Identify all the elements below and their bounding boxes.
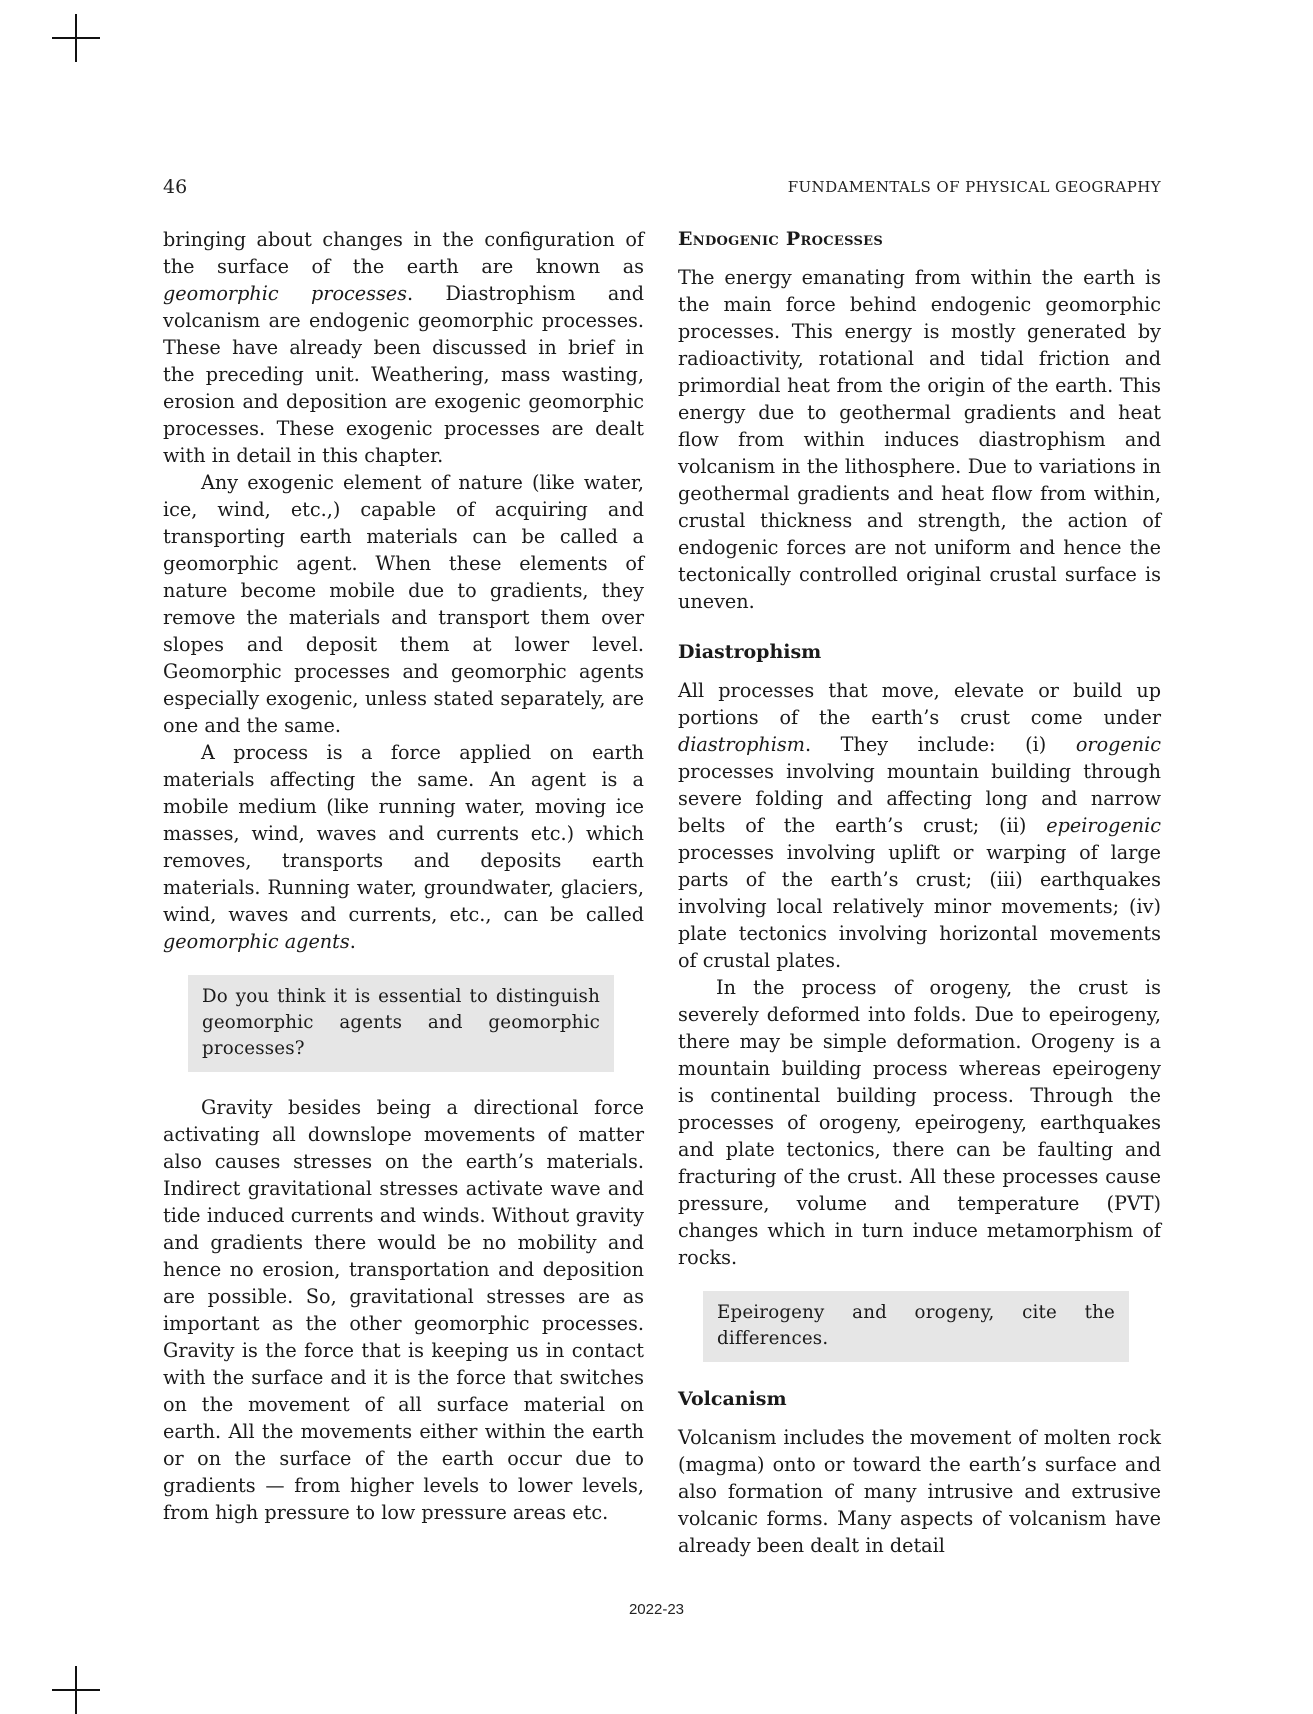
subsection-heading: Volcanism	[678, 1388, 787, 1410]
paragraph: Volcanism includes the movement of molten rock (magma) onto or toward the earth’s surface and also formation of many intrusive and extrusive volcanic forms. Many aspects of volcanism have already been dealt in detail	[678, 1426, 1161, 1557]
crop-mark-top-left	[52, 14, 100, 62]
crop-mark-bottom-left	[52, 1666, 100, 1714]
text-run: processes involving mountain building through severe folding and affecting long and narrow belts of the earth’s crust; (ii)	[678, 760, 1161, 837]
paragraph: In the process of orogeny, the crust is severely deformed into folds. Due to epeirogeny, there may be simple deformation. Orogeny is a mountain building process whereas epeirogeny is continental building process. Through the processes of orogeny, epeirogeny, earthquakes and plate tectonics, there can be faulting and fracturing of the crust. All these processes cause pressure, volume and temperature (PVT) changes which in turn induce metamorphism of rocks.	[678, 976, 1161, 1269]
running-head	[163, 176, 1161, 200]
text-run: bringing about changes in the configuration of the surface of the earth are known as	[163, 228, 644, 278]
italic-term: orogenic	[1075, 733, 1161, 756]
page-number: 46	[163, 176, 188, 198]
text-run: A process is a force applied on earth materials affecting the same. An agent is a mobile medium (like running water, moving ice masses, wind, waves and currents etc.) which removes, transports and deposits earth materials. Running water, groundwater, glaciers, wind, waves and currents, etc., can be called	[163, 741, 644, 926]
question-box: Epeirogeny and orogeny, cite the differences.	[703, 1291, 1129, 1362]
text-run: .	[349, 930, 356, 953]
paragraph: Any exogenic element of nature (like water, ice, wind, etc.,) capable of acquiring and transporting earth materials can be called a geomorphic agent. When these elements of nature become mobile due to gradients, they remove the materials and transport them over slopes and deposit them at lower level. Geomorphic processes and geomorphic agents especially exogenic, unless stated separately, are one and the same.	[163, 471, 644, 737]
text-run: All processes that move, elevate or build up portions of the earth’s crust come under	[678, 679, 1161, 729]
section-heading: Endogenic Processes	[678, 228, 884, 250]
subsection-heading: Diastrophism	[678, 641, 822, 663]
paragraph: Gravity besides being a directional force activating all downslope movements of matter also causes stresses on the earth’s materials. Indirect gravitational stresses activate wave and tide induced currents and winds. Without gravity and gradients there would be no mobility and hence no erosion, transportation and deposition are possible. So, gravitational stresses are as important as the other geomorphic processes. Gravity is the force that is keeping us in contact with the surface and it is the force that switches on the movement of all surface material on earth. All the movements either within the earth or on the surface of the earth occur due to gradients — from higher levels to lower levels, from high pressure to low pressure areas etc.	[163, 1096, 644, 1524]
paragraph: The energy emanating from within the earth is the main force behind endogenic geomorphic processes. This energy is mostly generated by radioactivity, rotational and tidal friction and primordial heat from the origin of the earth. This energy due to geothermal gradients and heat flow from within induces diastrophism and volcanism in the lithosphere. Due to variations in geothermal gradients and heat flow from within, crustal thickness and strength, the action of endogenic forces are not uniform and hence the tectonically controlled original crustal surface is uneven.	[678, 266, 1161, 613]
paragraph	[163, 739, 644, 955]
italic-term: geomorphic agents	[163, 930, 350, 953]
italic-term: diastrophism	[678, 733, 805, 756]
left-column	[163, 226, 644, 1526]
right-column	[678, 226, 1161, 1559]
book-title: FUNDAMENTALS OF PHYSICAL GEOGRAPHY	[787, 178, 1161, 196]
paragraph	[678, 677, 1161, 974]
text-run: . They include: (i)	[804, 733, 1076, 756]
text-run: processes involving uplift or warping of large parts of the earth’s crust; (iii) earthquakes involving local relatively minor movements; (iv) plate tectonics involving horizontal movements of crustal plates.	[678, 841, 1161, 972]
footer-year: 2022-23	[628, 1601, 685, 1618]
italic-term: epeirogenic	[1046, 814, 1161, 837]
question-box: Do you think it is essential to distinguish geomorphic agents and geomorphic processes?	[188, 975, 614, 1072]
paragraph	[163, 226, 644, 469]
text-run: . Diastrophism and volcanism are endogenic geomorphic processes. These have already been discussed in brief in the preceding unit. Weathering, mass wasting, erosion and deposition are exogenic geomorphic processes. These exogenic processes are dealt with in detail in this chapter.	[163, 282, 645, 467]
italic-term: geomorphic processes	[163, 282, 408, 305]
